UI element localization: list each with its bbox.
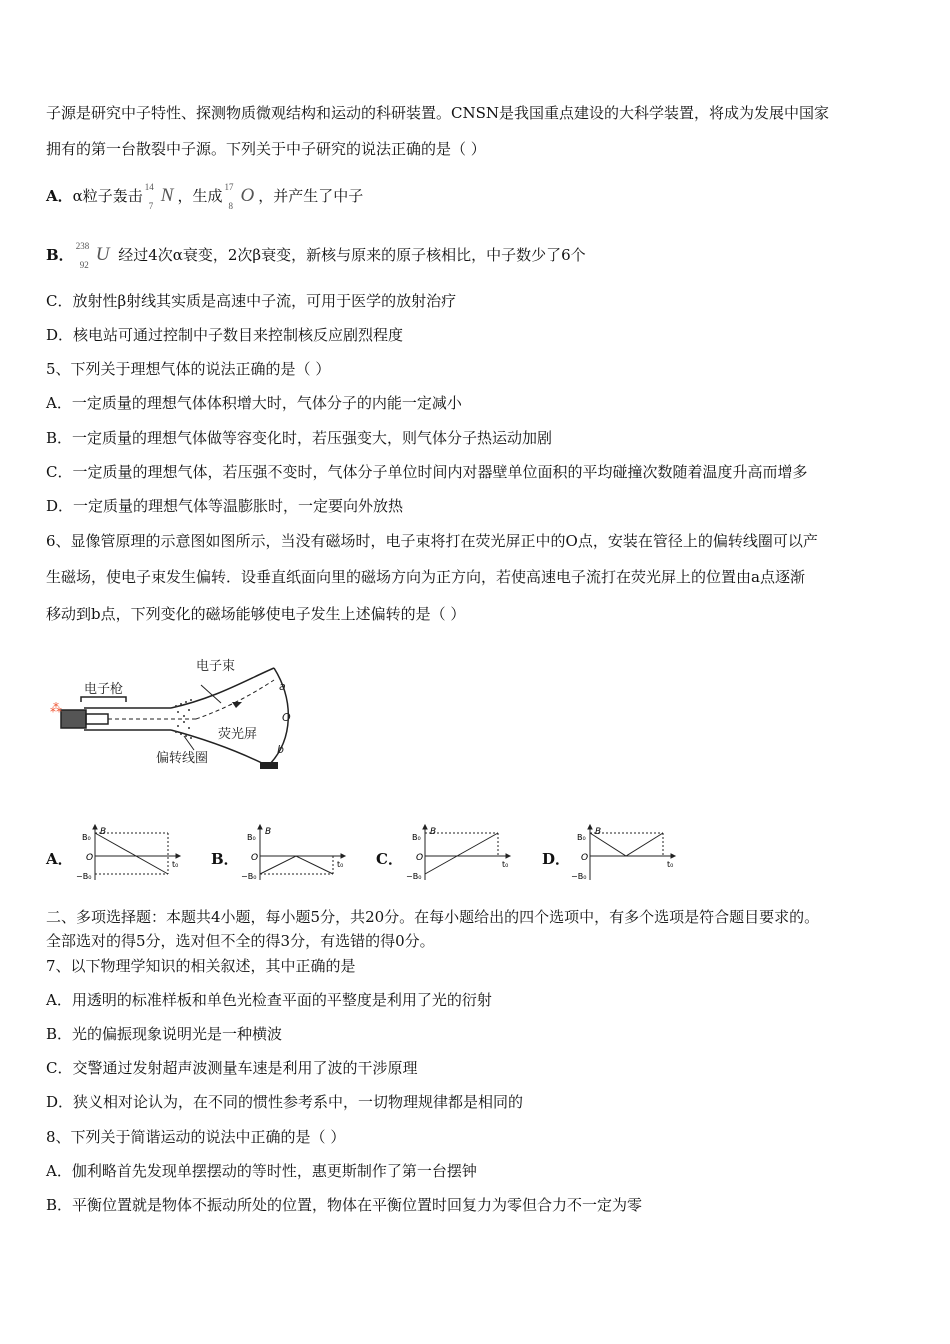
label-t0: t₀	[502, 860, 509, 869]
option-text: ，并产生了中子	[258, 187, 364, 205]
q5-option-b[interactable]: B．一定质量的理想气体做等容变化时，若压强变大，则气体分子热运动加剧	[46, 429, 553, 447]
label-b0: B₀	[247, 833, 256, 842]
q4-stem-line2: 拥有的第一台散裂中子源。下列关于中子研究的说法正确的是（ ）	[46, 140, 486, 158]
q4-stem-line1: 子源是研究中子特性、探测物质微观结构和运动的科研装置。CNSN是我国重点建设的大科学装置，将成为发展中国家	[46, 104, 830, 122]
q6-option-a-label[interactable]: A．	[46, 850, 73, 868]
q7-stem: 7、以下物理学知识的相关叙述，其中正确的是	[46, 957, 356, 975]
graph-option-b[interactable]	[241, 823, 356, 885]
point-a: a	[279, 680, 286, 693]
q4-option-d[interactable]: D．核电站可通过控制中子数目来控制核反应剧烈程度	[46, 326, 404, 344]
option-label: A．	[46, 187, 73, 205]
q8-stem: 8、下列关于简谐运动的说法中正确的是（ ）	[46, 1128, 346, 1146]
label-neg-b0: −B₀	[76, 872, 92, 881]
q6-option-b-label[interactable]: B．	[211, 850, 239, 868]
crt-diagram	[46, 650, 306, 775]
q6-stem-line1: 6、显像管原理的示意图如图所示，当没有磁场时，电子束将打在荧光屏正中的O点，安装在管径上的偏转线圈可以产	[46, 532, 818, 550]
q7-option-c[interactable]: C．交警通过发射超声波测量车速是利用了波的干涉原理	[46, 1059, 418, 1077]
label-b0: B₀	[577, 833, 586, 842]
point-o: O	[282, 711, 291, 724]
label-b0: B₀	[82, 833, 91, 842]
screen-label: 荧光屏	[218, 727, 258, 742]
gun-label: 电子枪	[84, 682, 124, 697]
option-text: ，生成	[177, 187, 223, 205]
axis-b: B	[265, 827, 272, 837]
q6-option-c-label[interactable]: C．	[376, 850, 403, 868]
isotope-n: 14 7 N	[144, 182, 174, 211]
label-t0: t₀	[337, 860, 344, 869]
q7-option-b[interactable]: B．光的偏振现象说明光是一种横波	[46, 1025, 283, 1043]
isotope-u: 238 92 U	[75, 241, 110, 270]
point-b: b	[277, 743, 284, 756]
beam-label: 电子束	[196, 659, 236, 674]
marker-icon: ⁂	[50, 701, 62, 715]
q4-option-c[interactable]: C．放射性β射线其实质是高速中子流，可用于医学的放射治疗	[46, 292, 457, 310]
q4-option-a[interactable]	[46, 182, 364, 211]
label-neg-b0: −B₀	[241, 872, 257, 881]
coil-label: 偏转线圈	[156, 751, 209, 766]
q5-option-c[interactable]: C．一定质量的理想气体，若压强不变时，气体分子单位时间内对器壁单位面积的平均碰撞次数随着温度升高而增多	[46, 463, 808, 481]
q7-option-a[interactable]: A．用透明的标准样板和单色光检查平面的平整度是利用了光的衍射	[46, 991, 492, 1009]
label-o: O	[86, 853, 94, 863]
option-text: α粒子轰击	[72, 187, 143, 205]
q8-option-a[interactable]: A．伽利略首先发现单摆摆动的等时性，惠更斯制作了第一台摆钟	[46, 1162, 477, 1180]
q5-stem: 5、下列关于理想气体的说法正确的是（ ）	[46, 360, 331, 378]
label-t0: t₀	[667, 860, 674, 869]
label-neg-b0: −B₀	[571, 872, 587, 881]
q8-option-b[interactable]: B．平衡位置就是物体不振动所处的位置，物体在平衡位置时回复力为零但合力不一定为零	[46, 1196, 643, 1214]
axis-b: B	[595, 827, 602, 837]
graph-option-c[interactable]	[406, 823, 521, 885]
label-o: O	[251, 853, 259, 863]
label-b0: B₀	[412, 833, 421, 842]
q6-stem-line3: 移动到b点，下列变化的磁场能够使电子发生上述偏转的是（ ）	[46, 605, 466, 623]
isotope-o: 17 8 O	[224, 182, 255, 211]
label-neg-b0: −B₀	[406, 872, 422, 881]
base-icon	[260, 762, 278, 769]
q6-stem-line2: 生磁场，使电子束发生偏转．设垂直纸面向里的磁场方向为正方向，若使高速电子流打在荧光屏上的位置由a点逐渐	[46, 568, 805, 586]
axis-b: B	[100, 827, 107, 837]
q6-option-d-label[interactable]: D．	[542, 850, 571, 868]
graph-option-a[interactable]	[76, 823, 191, 885]
label-o: O	[416, 853, 424, 863]
q5-option-a[interactable]: A．一定质量的理想气体体积增大时，气体分子的内能一定减小	[46, 394, 462, 412]
q4-option-b[interactable]	[46, 241, 586, 270]
section2-heading-line2: 全部选对的得5分，选对但不全的得3分，有选错的得0分。	[46, 932, 435, 950]
axis-b: B	[430, 827, 437, 837]
label-o: O	[581, 853, 589, 863]
label-t0: t₀	[172, 860, 179, 869]
option-label: B．	[46, 246, 74, 264]
graph-option-d[interactable]	[571, 823, 686, 885]
q5-option-d[interactable]: D．一定质量的理想气体等温膨胀时，一定要向外放热	[46, 497, 404, 515]
section2-heading-line1: 二、多项选择题：本题共4小题，每小题5分，共20分。在每小题给出的四个选项中，有多个选项是符合题目要求的。	[46, 908, 820, 926]
option-text: 经过4次α衰变，2次β衰变，新核与原来的原子核相比，中子数少了6个	[118, 246, 586, 264]
q7-option-d[interactable]: D．狭义相对论认为，在不同的惯性参考系中，一切物理规律都是相同的	[46, 1093, 524, 1111]
